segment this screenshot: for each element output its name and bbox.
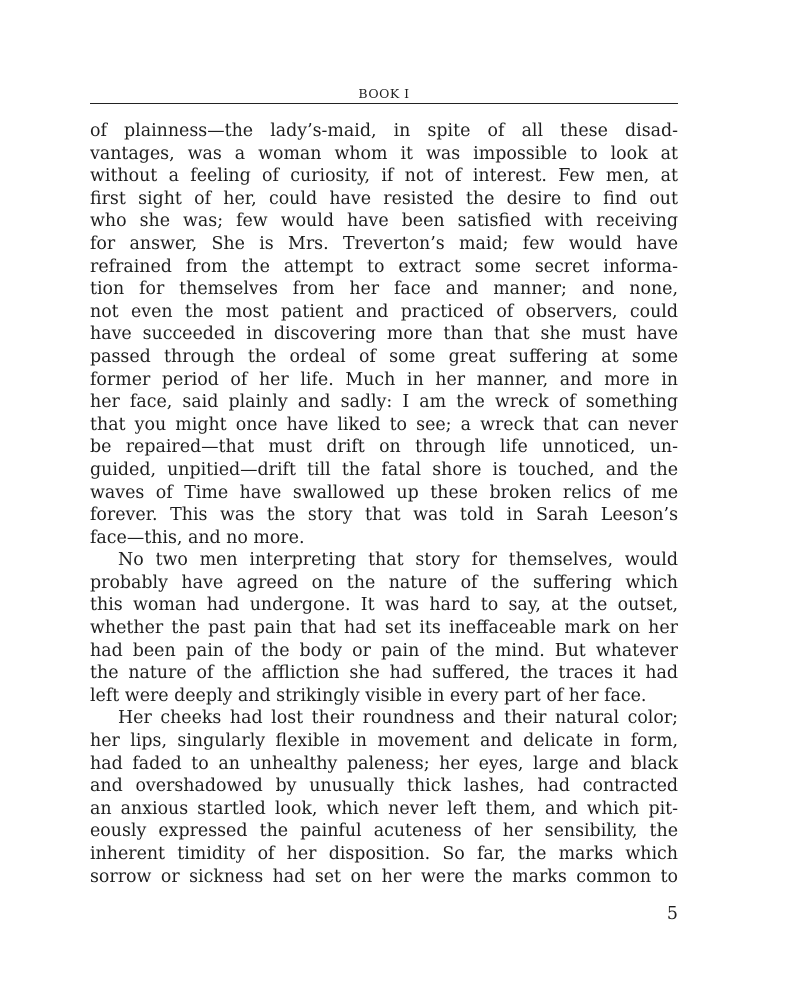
text-line: first sight of her, could have resisted the desire to find out [90, 188, 678, 209]
text-line: this woman had undergone. It was hard to say, at the outset, [90, 595, 678, 616]
text-line: forever. This was the story that was told in Sarah Leeson’s [90, 505, 678, 526]
text-line: waves of Time have swallowed up these broken relics of me [90, 482, 678, 503]
text-line: tion for themselves from her face and manner; and none, [90, 279, 678, 300]
paragraph-2 [90, 549, 678, 707]
text-line: sorrow or sickness had set on her were the marks common to [90, 866, 678, 887]
body-text [90, 120, 678, 888]
page-number: 5 [666, 904, 678, 924]
text-line: probably have agreed on the nature of the suffering which [90, 572, 678, 593]
text-line: an anxious startled look, which never left them, and which pit- [90, 798, 678, 819]
text-line: have succeeded in discovering more than that she must have [90, 324, 678, 345]
text-line: Her cheeks had lost their roundness and their natural color; [118, 708, 678, 729]
paragraph-3 [90, 707, 678, 888]
text-line: guided, unpitied—drift till the fatal shore is touched, and the [90, 459, 678, 480]
text-line: her face, said plainly and sadly: I am the wreck of something [90, 392, 678, 413]
text-line: that you might once have liked to see; a wreck that can never [90, 414, 678, 435]
text-line: had been pain of the body or pain of the mind. But whatever [90, 640, 678, 661]
text-line: refrained from the attempt to extract some secret informa- [90, 256, 678, 277]
text-line: left were deeply and strikingly visible in every part of her face. [90, 685, 647, 706]
paragraph-1 [90, 120, 678, 549]
text-line: eously expressed the painful acuteness of her sensibility, the [90, 821, 678, 842]
running-head: BOOK I [358, 86, 410, 101]
text-line: her lips, singularly flexible in movement and delicate in form, [90, 731, 678, 752]
text-line: and overshadowed by unusually thick lashes, had contracted [90, 776, 678, 797]
text-line: whether the past pain that had set its ineffaceable mark on her [90, 618, 678, 639]
text-line: of plainness—the lady’s-maid, in spite of all these disad- [90, 121, 678, 141]
text-line: for answer, She is Mrs. Treverton’s maid; few would have [90, 233, 678, 254]
text-line: be repaired—that must drift on through life unnoticed, un- [90, 437, 678, 458]
text-line: vantages, was a woman whom it was impossible to look at [90, 143, 678, 164]
text-line: face—this, and no more. [90, 527, 305, 548]
text-line: No two men interpreting that story for themselves, would [118, 550, 678, 571]
text-line: without a feeling of curiosity, if not of interest. Few men, at [90, 166, 678, 187]
text-line: who she was; few would have been satisfied with receiving [90, 211, 678, 232]
text-line: passed through the ordeal of some great suffering at some [90, 346, 678, 367]
text-line: the nature of the affliction she had suffered, the traces it had [90, 663, 678, 684]
text-line: had faded to an unhealthy paleness; her eyes, large and black [90, 753, 678, 774]
text-line: former period of her life. Much in her manner, and more in [90, 369, 678, 390]
header-rule [90, 103, 678, 104]
text-line: not even the most patient and practiced of observers, could [90, 301, 678, 322]
text-line: inherent timidity of her disposition. So far, the marks which [90, 844, 678, 864]
